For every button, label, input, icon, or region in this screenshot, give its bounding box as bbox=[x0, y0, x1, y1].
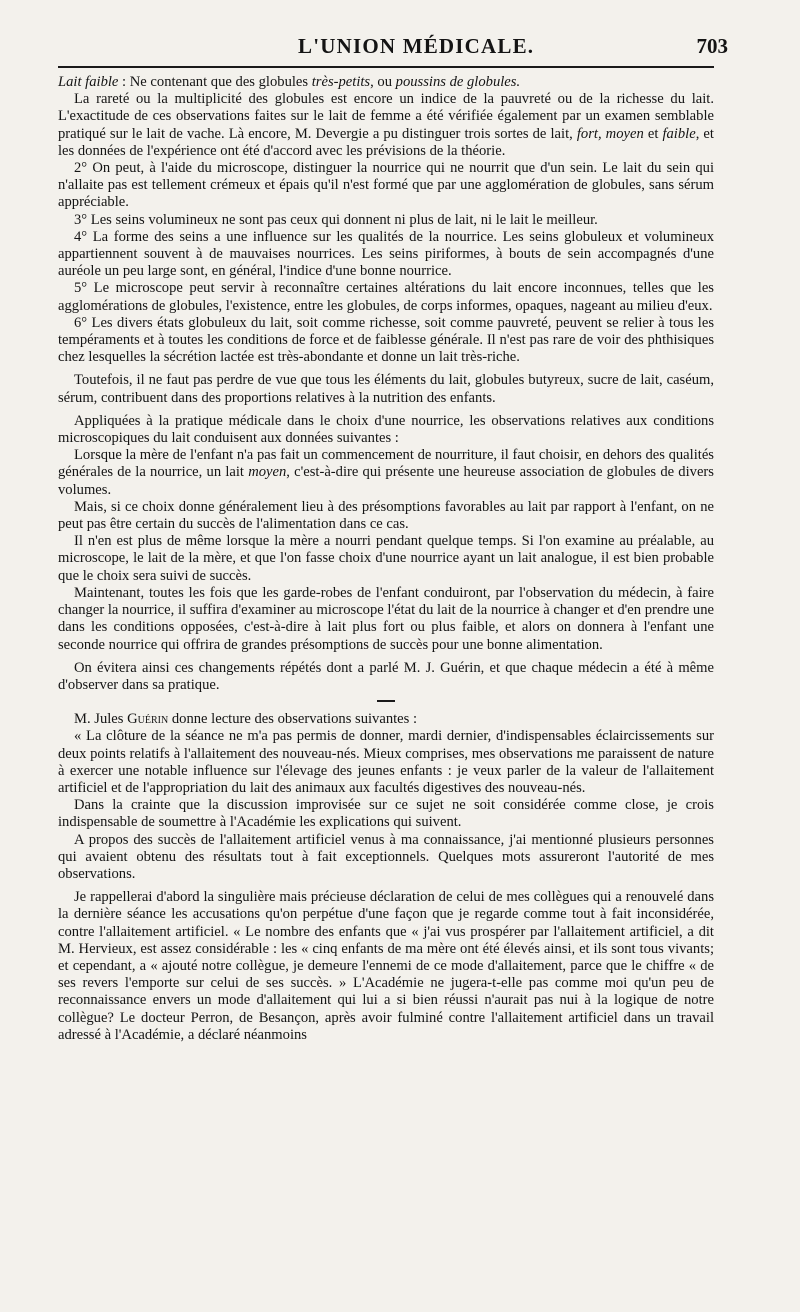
paragraph bbox=[58, 160, 714, 212]
text-run: Appliquées à la pratique médicale dans le choix d'une nourrice, les observations relatives aux conditions microscopiques du lait conduisent aux données suivantes : bbox=[58, 412, 714, 447]
paragraph bbox=[58, 889, 714, 1044]
paragraph bbox=[58, 660, 714, 694]
italic-text: poussins de globules. bbox=[395, 74, 521, 90]
italic-text: fort, moyen bbox=[576, 125, 644, 142]
paragraph bbox=[58, 413, 714, 447]
paragraph bbox=[58, 91, 714, 160]
text-run: Mais, si ce choix donne généralement lieu à des présomptions favorables au lait par rapport à l'enfant, on ne peut pas être certain du succès de l'alimentation dans ce cas. bbox=[58, 498, 714, 533]
text-run: A propos des succès de l'allaitement artificiel venus à ma connaissance, j'ai mentionné plusieurs personnes qui avaient obtenu des résultats tout à fait exceptionnels. Quelques mots assureront l'autorité de mes observations. bbox=[58, 831, 714, 882]
smallcaps-name: Guérin bbox=[127, 711, 169, 728]
text-run: 3° Les seins volumineux ne sont pas ceux qui donnent ni plus de lait, ni le lait le meilleur. bbox=[74, 211, 598, 228]
section-separator bbox=[377, 700, 395, 702]
text-run: , c'est-à-dire qui présente une heureuse association de globules de divers volumes. bbox=[58, 464, 714, 498]
paragraph bbox=[58, 372, 714, 406]
page-header bbox=[58, 30, 728, 64]
italic-text: faible bbox=[662, 125, 696, 142]
header-rule bbox=[58, 66, 714, 68]
paragraph bbox=[58, 533, 714, 585]
page-number: 703 bbox=[696, 34, 728, 58]
paragraph bbox=[58, 229, 714, 281]
text-run: 4° La forme des seins a une influence sur les qualités de la nourrice. Les seins globuleux et volumineux appartiennent souvent à de mauvaises nourrices. Les seins piriformes, à bouts de sein accompagnés d'une auréole un peu large sont, en général, l'indice d'une bonne nourrice. bbox=[58, 228, 714, 280]
text-run: Lorsque la mère de l'enfant n'a pas fait un commencement de nourriture, il faut choisir, en dehors des qualités générales de la nourrice, un lait bbox=[58, 447, 714, 481]
paragraph bbox=[58, 74, 714, 91]
text-run: « La clôture de la séance ne m'a pas permis de donner, mardi dernier, d'indispensables éclaircissements sur deux points relatifs à l'allaitement des nouveau-nés. Mieux comprises, mes observations me paraissent de nature à exercer une notable influence sur l'élevage des jeunes enfants : je veux parler de la valeur de l'allaitement artificiel et de l'appropriation du lait des animaux aux facultés digestives des nouveau-nés. bbox=[58, 728, 714, 796]
paragraph bbox=[58, 315, 714, 367]
paragraph bbox=[58, 728, 714, 797]
paragraph bbox=[58, 585, 714, 654]
text-run: : Ne contenant que des globules bbox=[118, 74, 312, 90]
text-run: et bbox=[643, 125, 663, 142]
text-run: 2° On peut, à l'aide du microscope, distinguer la nourrice qui ne nourrit que d'un sein. Le lait du sein qui n'allaite pas est tellement crémeux et épais qu'il n'est formé que par une agglomération de globules, sans sérum appréciable. bbox=[58, 160, 714, 211]
text-run: 6° Les divers états globuleux du lait, soit comme richesse, soit comme pauvreté, peuvent se relier à tous les tempéraments et à toutes les conditions de force et de faiblesse générale. Il n'est pas rare de voir des phthisiques chez lesquelles la sécrétion lactée est très-abondante et donne un lait très-riche. bbox=[58, 314, 714, 366]
text-run: La rareté ou la multiplicité des globules est encore un indice de la pauvreté ou de la richesse du lait. L'exactitude de ces observations faites sur le lait de femme a été vérifiée également par un examen semblable pratiqué sur le lait de vache. Là encore, M. Devergie a pu distinguer trois sortes de lait, bbox=[58, 91, 714, 142]
text-run: M. Jules bbox=[74, 711, 128, 728]
text-run: On évitera ainsi ces changements répétés dont a parlé M. J. Guérin, et que chaque médecin a été à même d'observer dans sa pratique. bbox=[58, 659, 714, 693]
italic-text: Lait faible bbox=[58, 74, 119, 90]
text-run: 5° Le microscope peut servir à reconnaître certaines altérations du lait encore inconnues, telles que les agglomérations de globules, l'existence, entre les globules, de corps informes, opaques, nageant au milieu d'eux. bbox=[58, 280, 714, 314]
text-run: , et les données de l'expérience ont été d'accord avec les prévisions de la théorie. bbox=[58, 125, 714, 159]
italic-text: moyen bbox=[248, 464, 287, 481]
text-run: Il n'en est plus de même lorsque la mère a nourri pendant quelque temps. Si l'on examine au préalable, au microscope, le lait de la mère, et que l'on fasse choix d'une nourrice ayant un lait analogue, il est bien probable que le choix sera suivi de succès. bbox=[58, 533, 714, 584]
paragraph bbox=[58, 212, 714, 229]
paragraph bbox=[58, 447, 714, 499]
running-title: L'UNION MÉDICALE. bbox=[298, 34, 535, 58]
article-body bbox=[58, 74, 714, 1044]
text-run: Je rappellerai d'abord la singulière mais précieuse déclaration de celui de mes collègues qui a renouvelé dans la dernière séance les accusations qu'on perpétue d'une façon que je regarde comme tout à fait inconsidérée, contre l'allaitement artificiel. « Le nombre des enfants que « j'ai vus prospérer par l'allaitement artificiel, a dit M. Hervieux, est assez considérable : les « cinq enfants de ma mère ont été élevés ainsi, et ils sont tous vivants; et cependant, a « ajouté notre collègue, je demeure l'ennemi de ce mode d'allaitement, parce que le chiffre « de ses revers l'emporte sur celui de ses succès. » L'Académie ne jugera-t-elle pas comme moi qu'un peu de reconnaissance envers un mode d'allaitement qui lui a si bien réussi n'aurait pas nui à la logique de notre collègue? Le docteur Perron, de Besançon, après avoir fulminé contre l'allaitement artificiel dans un travail adressé à l'Académie, a déclaré néanmoins bbox=[58, 889, 714, 1043]
paragraph bbox=[58, 499, 714, 533]
text-run: , ou bbox=[370, 74, 396, 90]
text-run: Dans la crainte que la discussion improvisée sur ce sujet ne soit considérée comme close, je crois indispensable de soumettre à l'Académie les explications qui suivent. bbox=[58, 797, 714, 831]
text-run: Toutefois, il ne faut pas perdre de vue que tous les éléments du lait, globules butyreux, sucre de lait, caséum, sérum, contribuent dans des proportions relatives à la nutrition des enfants. bbox=[58, 372, 714, 406]
paragraph bbox=[58, 797, 714, 831]
paragraph bbox=[58, 280, 714, 314]
text-run: donne lecture des observations suivantes : bbox=[168, 711, 418, 728]
italic-text: très-petits bbox=[311, 74, 371, 90]
paragraph bbox=[58, 711, 714, 728]
text-run: Maintenant, toutes les fois que les garde-robes de l'enfant conduiront, par l'observation du médecin, à faire changer la nourrice, il suffira d'examiner au microscope l'état du lait de la nourrice à changer et d'en prendre une dans les conditions opposées, c'est-à-dire à lait plus fort ou plus faible, et alors on donnera à l'enfant une seconde nourrice qui offrira de grandes présomptions de succès pour une bonne alimentation. bbox=[58, 584, 714, 653]
paragraph bbox=[58, 832, 714, 884]
